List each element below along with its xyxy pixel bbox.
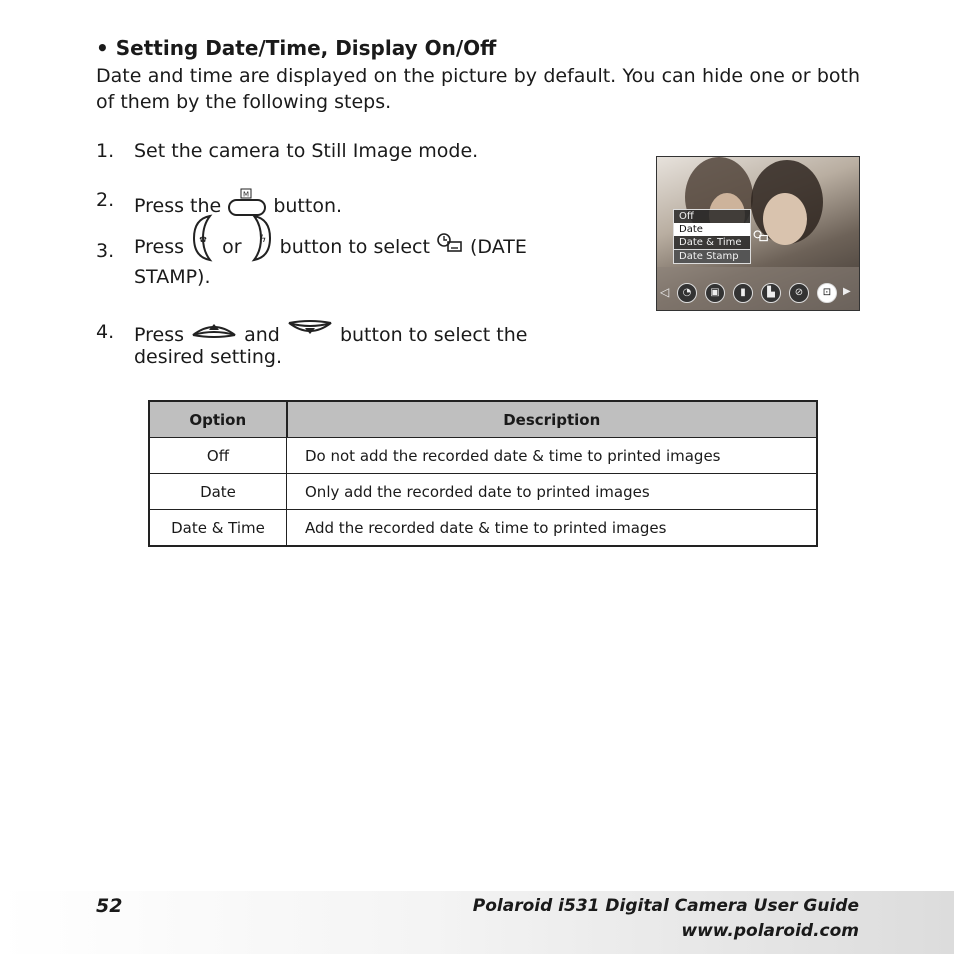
svg-text:M: M	[243, 190, 250, 199]
camera-icon-bar	[657, 281, 859, 305]
right-triangle-icon: ▶	[843, 286, 851, 297]
step-number: 3.	[96, 240, 115, 262]
camera-screen-image	[656, 156, 860, 311]
table-header-option: Option	[149, 401, 287, 438]
down-arrow-button-icon	[286, 317, 334, 348]
table-cell-option: Off	[149, 438, 287, 474]
menu-item-date[interactable]: Date	[674, 223, 750, 236]
step-number: 4.	[96, 321, 115, 343]
section-heading: • Setting Date/Time, Display On/Off	[96, 36, 497, 60]
step-text: Set the camera to Still Image mode.	[134, 140, 479, 162]
burst-icon: ▣	[705, 283, 725, 303]
table-cell-description: Do not add the recorded date & time to printed images	[287, 438, 818, 474]
table-cell-description: Add the recorded date & time to printed images	[287, 510, 818, 547]
right-arrow-button-icon	[248, 213, 274, 270]
step-2	[96, 188, 596, 217]
step-text: Press	[134, 324, 185, 346]
step-number: 2.	[96, 189, 115, 211]
resolution-icon: ▙	[761, 283, 781, 303]
step-1	[96, 139, 596, 164]
footer-title: Polaroid i531 Digital Camera User Guide	[472, 896, 859, 916]
up-arrow-button-icon	[190, 317, 238, 348]
table-row	[149, 474, 817, 510]
self-timer-icon: ◔	[677, 283, 697, 303]
footer-url[interactable]: www.polaroid.com	[681, 921, 859, 941]
table-cell-option: Date	[149, 474, 287, 510]
left-triangle-icon: ◁	[660, 285, 670, 299]
table-cell-option: Date & Time	[149, 510, 287, 547]
step-text: (DATE	[470, 236, 527, 258]
menu-item-off[interactable]: Off	[679, 211, 694, 222]
portrait-icon: ▮	[733, 283, 753, 303]
step-4	[96, 320, 616, 372]
step-text-line2: desired setting.	[134, 346, 283, 368]
step-text: and	[244, 324, 280, 346]
date-stamp-icon	[436, 231, 464, 260]
table-row	[149, 510, 817, 547]
svg-text:ϟ: ϟ	[259, 234, 266, 245]
date-stamp-icon	[753, 227, 769, 246]
table-cell-description: Only add the recorded date to printed images	[287, 474, 818, 510]
step-text: button to select	[279, 236, 430, 258]
step-text: button.	[273, 195, 343, 217]
step-number: 1.	[96, 140, 115, 162]
page-number: 52	[96, 895, 123, 917]
step-text: Press	[134, 236, 185, 258]
step-text-line2: STAMP).	[134, 266, 211, 288]
intro-paragraph: Date and time are displayed on the picture by default. You can hide one or both of them by the following steps.	[96, 65, 860, 113]
step-3	[96, 213, 616, 293]
date-stamp-menu	[673, 209, 751, 264]
table-header-row	[149, 401, 817, 438]
step-text: Press the	[134, 195, 222, 217]
step-text: button to select the	[339, 324, 528, 346]
table-row	[149, 438, 817, 474]
date-stamp-icon: ⊡	[817, 283, 837, 303]
left-arrow-button-icon	[190, 213, 216, 270]
settings-icon: ⊘	[789, 283, 809, 303]
options-table	[148, 400, 818, 547]
svg-text:✿: ✿	[199, 235, 207, 245]
menu-item-date-time[interactable]: Date & Time	[679, 237, 742, 248]
table-header-description: Description	[287, 401, 818, 438]
step-text: or	[222, 236, 242, 258]
menu-title: Date Stamp	[674, 249, 750, 263]
